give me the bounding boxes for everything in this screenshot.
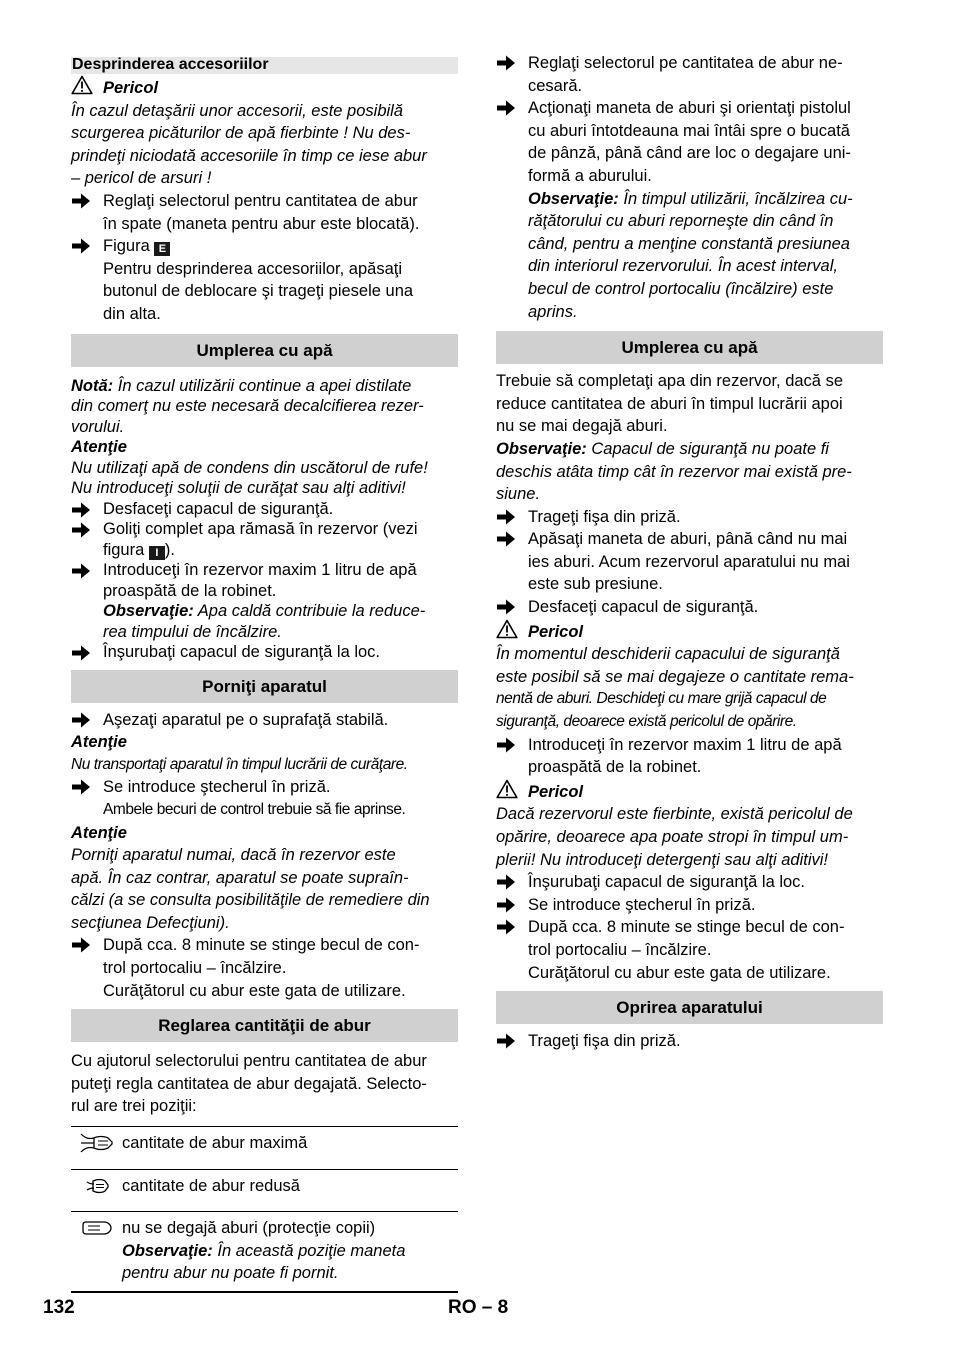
danger-text-hot-tank: Dacă rezervorul este fierbinte, există pericolul de opărire, deoarece apa poate stropi în timpul um- plerii! Nu introduceţi detergenţi sau alţi aditivi! (496, 805, 853, 869)
page-number: 132 (43, 1297, 75, 1318)
danger-label: Pericol (528, 782, 584, 801)
heading-start-device: Porniţi aparatul (71, 670, 458, 703)
danger-heading (496, 621, 883, 644)
step-wait-heating-right: După cca. 8 minute se stinge becul de con- trol portocaliu – încălzire. Curăţătorul cu abur este gata de utilizare. (496, 916, 883, 984)
observation-cap-pressure: Observaţie: Capacul de siguranţă nu poate fi deschis atâta timp cât în rezervor mai există pre- siune. (496, 439, 852, 504)
arrow-right-icon (71, 644, 91, 662)
arrow-right-icon (496, 1032, 516, 1050)
table-cell-text: nu se degajă aburi (protecţie copii) Observaţie: În această poziţie maneta pentru abur nu poate fi pornit. (122, 1212, 458, 1292)
step-unplug-stop: Trageţi fişa din priză. (496, 1030, 883, 1053)
table-cell-text: cantitate de abur redusă (122, 1169, 458, 1212)
warning-triangle-icon (496, 779, 518, 799)
arrow-right-icon (496, 736, 516, 754)
arrow-right-icon (71, 501, 91, 519)
heading-fill-water: Umplerea cu apă (71, 334, 458, 367)
step-close-cap-right: Înşurubaţi capacul de siguranţă la loc. (496, 871, 883, 894)
note-distilled-water: Notă: În cazul utilizării continue a apei distilate din comerţ nu este necesară decalcifierea rezer- vorului. (71, 376, 424, 436)
figure-e-badge: E (154, 242, 170, 256)
step-plug-in: Se introduce ştecherul în priză. Ambele becuri de control trebuie să fie aprinse. (71, 776, 458, 821)
figure-i-badge: I (149, 546, 165, 560)
arrow-right-icon (71, 936, 91, 954)
step-plug-in-right: Se introduce ştecherul în priză. (496, 894, 883, 917)
danger-text-residual-steam: În momentul deschiderii capacului de siguranţă este posibil să se mai degajeze o cantitate rema- nentă de aburi. Deschideţi cu mare grijă capacul de siguranţă, deoarece există pericolul de opărire. (496, 645, 854, 731)
arrow-right-icon (496, 530, 516, 548)
heading-refill-water: Umplerea cu apă (496, 331, 883, 364)
danger-heading (496, 781, 883, 804)
attention-text-condensate: Nu utilizaţi apă de condens din uscătorul de rufe! Nu introduceţi soluţii de curăţat sau alţi aditivi! (71, 458, 428, 498)
steam-intro: Cu ajutorul selectorului pentru cantitatea de abur puteţi regla cantitatea de abur degajată. Selecto- rul are trei poziţii: (71, 1052, 427, 1116)
arrow-right-icon (496, 508, 516, 526)
warning-triangle-icon (496, 619, 518, 639)
warning-triangle-icon (71, 75, 93, 95)
step-figure-e: Figura E Pentru desprinderea accesoriilor, apăsaţi butonul de deblocare şi trageţi piesele una din alta. (71, 235, 458, 325)
attention-label: Atenţie (71, 823, 127, 842)
refill-intro: Trebuie să completaţi apa din rezervor, dacă se reduce cantitatea de aburi în timpul lucrării apoi nu se mai degajă aburi. (496, 372, 843, 436)
attention-text-transport: Nu transportaţi aparatul în timpul lucrării de curăţare. (71, 755, 408, 773)
table-row (71, 1169, 458, 1212)
step-unplug: Trageţi fişa din priză. (496, 506, 883, 529)
table-row (71, 1127, 458, 1170)
step-operate-lever: Acţionaţi maneta de aburi şi orientaţi pistolul cu aburi întotdeauna mai întâi spre o bucată de pânză, până când are loc o degajare uni- formă a aburului. Observaţie: În timpul utilizării, încălzirea cu- răţătorului cu aburi reporneşte din când în când, pentru a menţine constantă presiunea din interiorul rezervorului. În acest interval, becul de control portocaliu (încălzire) este aprins. (496, 97, 883, 323)
step-open-cap: Desfaceţi capacul de siguranţă. (71, 499, 458, 520)
steam-selector-table (71, 1126, 458, 1293)
section-reference: RO – 8 (448, 1297, 509, 1318)
arrow-right-icon (496, 873, 516, 891)
step-wait-heating: După cca. 8 minute se stinge becul de con- trol portocaliu – încălzire. Curăţătorul cu abur este gata de utilizare. (71, 934, 458, 1002)
arrow-right-icon (71, 562, 91, 580)
step-pour-water-right: Introduceţi în rezervor maxim 1 litru de apă proaspătă de la robinet. (496, 734, 883, 779)
arrow-right-icon (496, 598, 516, 616)
step-stable-surface: Aşezaţi aparatul pe o suprafaţă stabilă. (71, 709, 458, 732)
arrow-right-icon (71, 711, 91, 729)
heading-steam-amount: Reglarea cantităţii de abur (71, 1009, 458, 1042)
step-close-cap: Înşurubaţi capacul de siguranţă la loc. (71, 642, 458, 663)
steam-max-icon (78, 1130, 116, 1156)
arrow-right-icon (71, 192, 91, 210)
step-pour-water: Introduceţi în rezervor maxim 1 litru de apă proaspătă de la robinet. Observaţie: Apa caldă contribuie la reduce- rea timpului de încălzire. (71, 560, 458, 642)
left-column (71, 55, 458, 1293)
danger-heading (71, 77, 458, 100)
right-column (496, 52, 883, 1053)
steam-reduced-icon (78, 1173, 116, 1199)
step-set-selector-required: Reglaţi selectorul pe cantitatea de abur ne- cesară. (496, 52, 883, 97)
step-set-selector-back: Reglaţi selectorul pentru cantitatea de abur în spate (maneta pentru abur este blocată). (71, 190, 458, 235)
section-title-detach-accessories: Desprinderea accesoriilor (71, 57, 458, 74)
step-open-cap-right: Desfaceţi capacul de siguranţă. (496, 596, 883, 619)
arrow-right-icon (496, 99, 516, 117)
danger-text: În cazul detaşării unor accesorii, este posibilă scurgerea picăturilor de apă fierbinte ! Nu des- prindeţi niciodată accesoriile în timp ce iese abur – pericol de arsuri ! (71, 101, 427, 188)
table-row (71, 1212, 458, 1292)
step-empty-tank: Goliţi complet apa rămasă în rezervor (vezi figura I ). (71, 519, 458, 560)
attention-label: Atenţie (71, 438, 127, 457)
danger-label: Pericol (528, 622, 584, 641)
arrow-right-icon (496, 54, 516, 72)
child-lock-icon (78, 1215, 116, 1241)
table-cell-text: cantitate de abur maximă (122, 1127, 458, 1170)
heading-stop-device: Oprirea aparatului (496, 991, 883, 1024)
arrow-right-icon (71, 521, 91, 539)
step-release-pressure: Apăsaţi maneta de aburi, până când nu mai ies aburi. Acum rezervorul aparatului nu mai este sub presiune. (496, 528, 883, 596)
attention-text-water-required: Porniţi aparatul numai, dacă în rezervor este apă. În caz contrar, aparatul se poate supraîn- călzi (a se consulta posibilităţile de remediere din secţiunea Defecţiuni). (71, 846, 430, 932)
attention-label: Atenţie (71, 733, 127, 752)
arrow-right-icon (71, 237, 91, 255)
arrow-right-icon (71, 778, 91, 796)
arrow-right-icon (496, 918, 516, 936)
danger-label: Pericol (103, 79, 159, 97)
arrow-right-icon (496, 896, 516, 914)
